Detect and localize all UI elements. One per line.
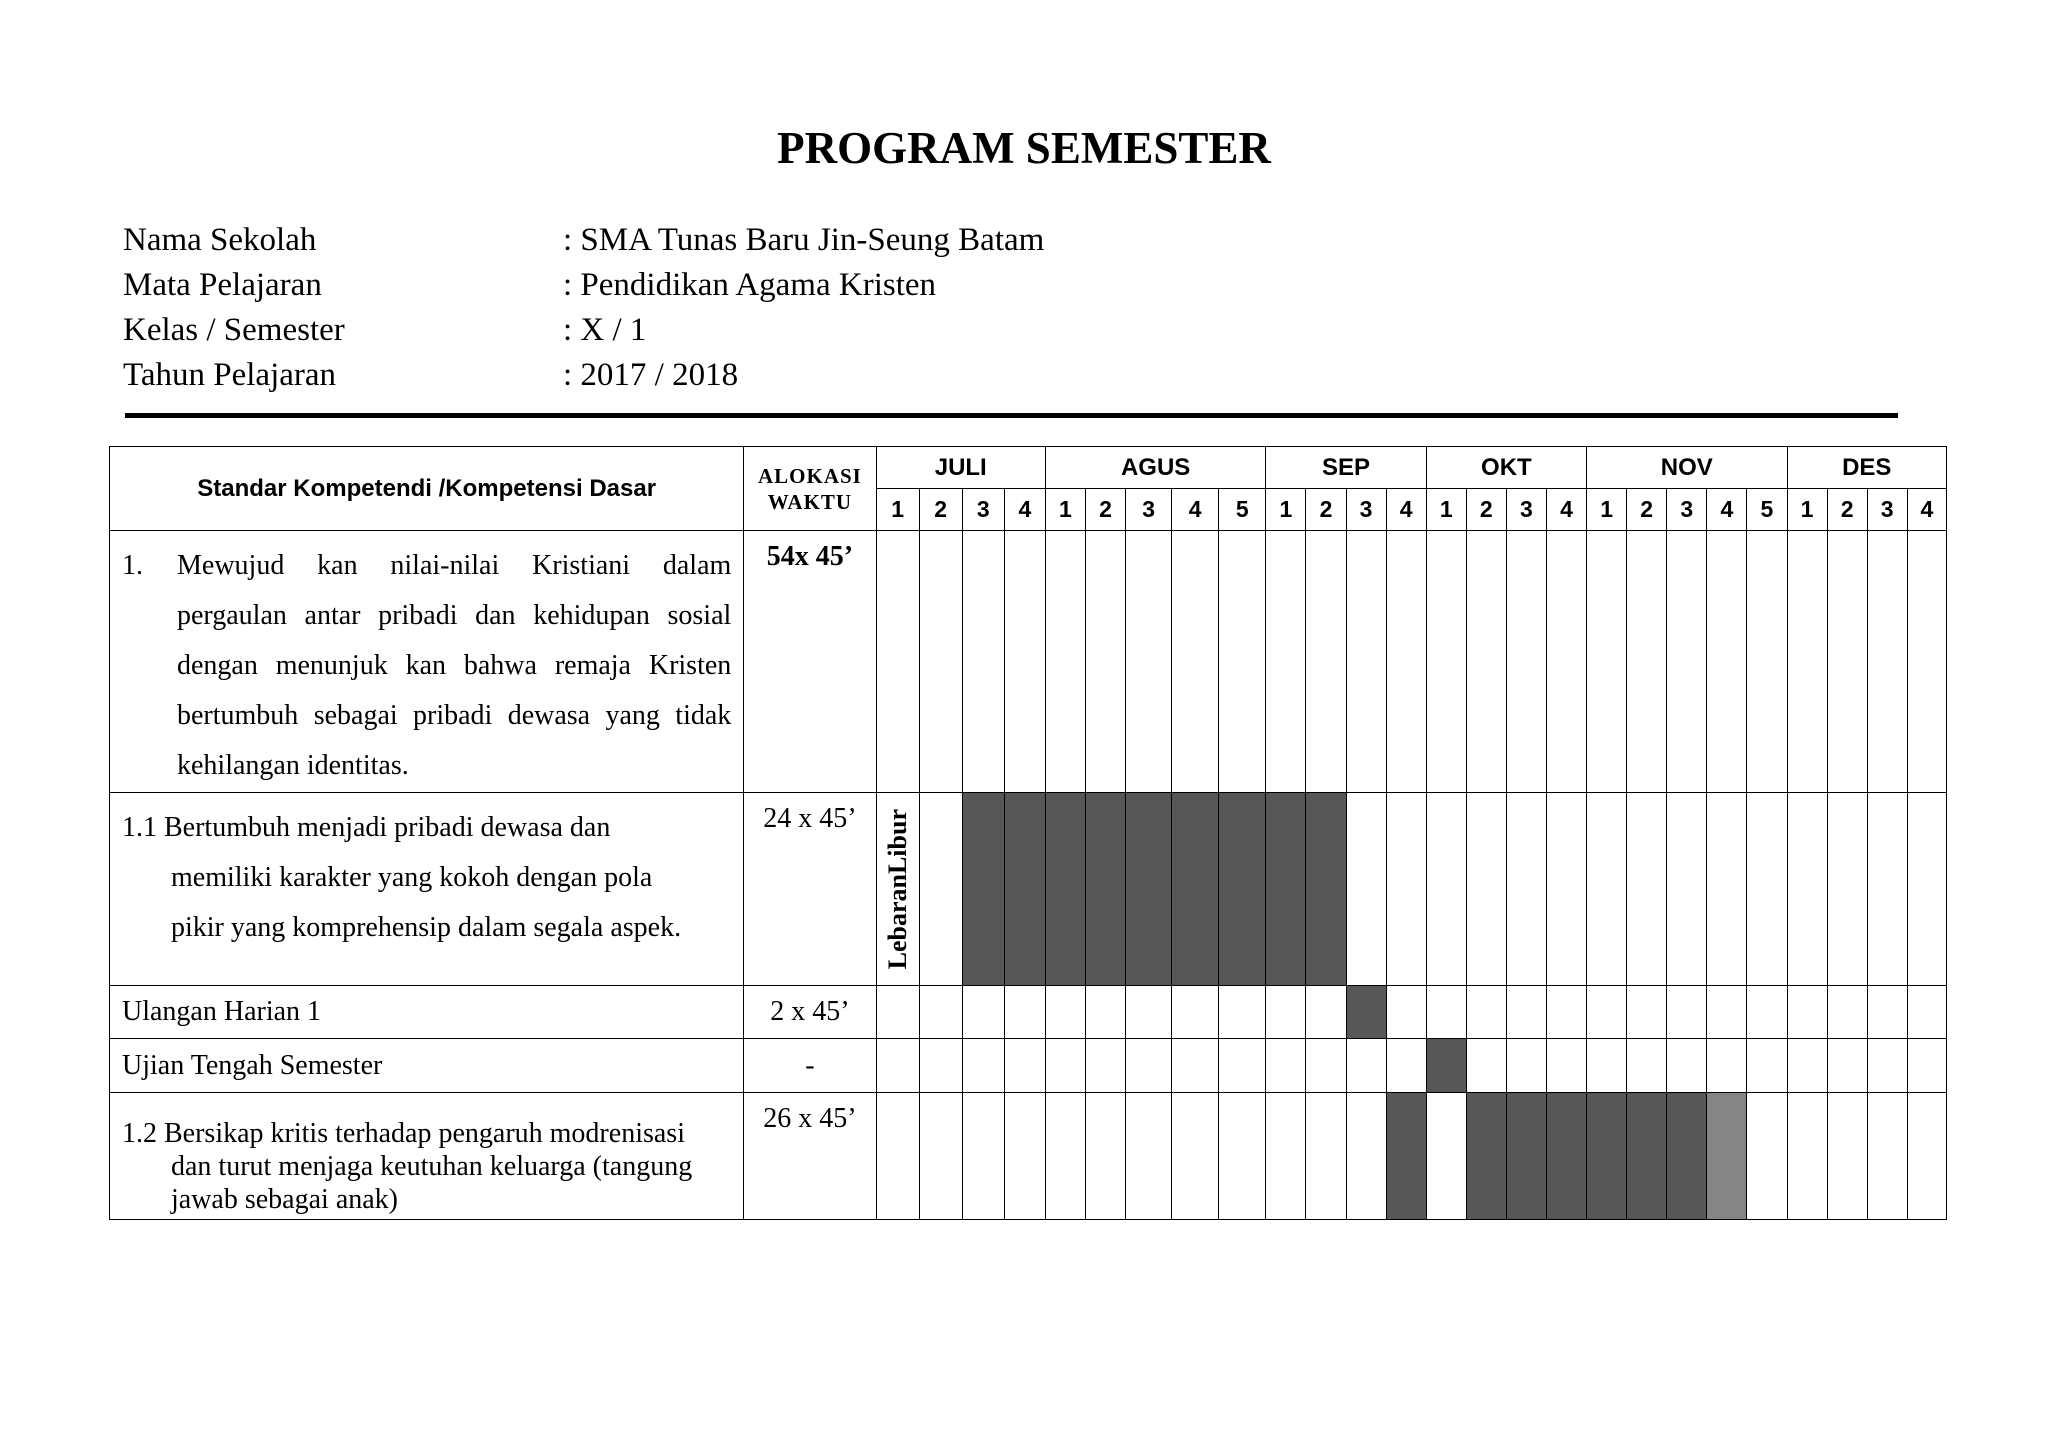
schedule-cell — [1506, 1039, 1546, 1093]
schedule-cell — [1867, 986, 1907, 1039]
schedule-cell — [1426, 531, 1466, 793]
schedule-cell — [1867, 1093, 1907, 1220]
schedule-cell — [962, 986, 1004, 1039]
info-label: Nama Sekolah — [123, 222, 317, 258]
schedule-cell — [1707, 986, 1747, 1039]
schedule-cell — [1426, 793, 1466, 986]
schedule-cell — [1546, 531, 1586, 793]
week-cell: 2 — [1466, 489, 1506, 531]
schedule-cell — [1306, 986, 1346, 1039]
schedule-cell — [1306, 1039, 1346, 1093]
schedule-cell-partial — [1707, 1093, 1747, 1220]
schedule-cell — [1587, 793, 1627, 986]
schedule-cell — [1386, 986, 1426, 1039]
schedule-cell — [1667, 1039, 1707, 1093]
schedule-cell — [1466, 986, 1506, 1039]
schedule-cell — [1266, 531, 1306, 793]
schedule-cell-filled — [1426, 1039, 1466, 1093]
schedule-cell-filled — [1386, 1093, 1426, 1220]
schedule-cell-filled — [1004, 793, 1045, 986]
schedule-cell — [1707, 1039, 1747, 1093]
schedule-cell-filled — [1219, 793, 1266, 986]
schedule-cell-filled — [1466, 1093, 1506, 1220]
week-cell: 4 — [1172, 489, 1219, 531]
schedule-cell — [1045, 1093, 1085, 1220]
schedule-cell — [1907, 986, 1946, 1039]
week-cell: 3 — [1867, 489, 1907, 531]
info-value: : SMA Tunas Baru Jin-Seung Batam — [563, 222, 1045, 258]
week-cell: 4 — [1546, 489, 1586, 531]
schedule-cell — [1426, 986, 1466, 1039]
schedule-cell — [876, 986, 919, 1039]
schedule-cell — [919, 1039, 962, 1093]
month-okt: OKT — [1426, 447, 1586, 489]
allocation-cell: 24 x 45’ — [744, 793, 876, 986]
schedule-cell — [1627, 986, 1667, 1039]
week-cell: 2 — [1627, 489, 1667, 531]
week-cell: 3 — [1346, 489, 1386, 531]
schedule-cell — [876, 1093, 919, 1220]
competency-text: Mewujud kan nilai-nilai Kristiani dalam pergaulan antar pribadi dan kehidupan sosial dengan menunjuk kan bahwa remaja Kristen bertumbuh sebagai pribadi dewasa yang tidak kehilangan identitas. — [177, 550, 732, 781]
schedule-cell — [1827, 531, 1867, 793]
schedule-cell — [1587, 531, 1627, 793]
schedule-cell — [1787, 986, 1827, 1039]
schedule-cell — [1867, 1039, 1907, 1093]
month-nov: NOV — [1587, 447, 1787, 489]
table-row — [110, 1039, 1947, 1093]
schedule-cell — [1827, 986, 1867, 1039]
schedule-cell — [919, 531, 962, 793]
week-cell: 1 — [1045, 489, 1085, 531]
header-allocation-line1: ALOKASI — [758, 463, 862, 488]
schedule-cell-filled — [1085, 793, 1125, 986]
page-title: PROGRAM SEMESTER — [777, 123, 1271, 173]
week-cell: 1 — [1787, 489, 1827, 531]
info-value: : X / 1 — [563, 312, 647, 348]
week-cell: 4 — [1707, 489, 1747, 531]
schedule-cell — [1546, 793, 1586, 986]
schedule-cell — [1466, 531, 1506, 793]
table-row — [110, 531, 1947, 793]
week-cell: 3 — [1506, 489, 1546, 531]
schedule-cell — [1506, 531, 1546, 793]
schedule-cell — [1667, 531, 1707, 793]
schedule-cell — [1386, 531, 1426, 793]
schedule-cell — [1747, 986, 1787, 1039]
month-juli: JULI — [876, 447, 1045, 489]
schedule-cell — [1907, 1093, 1946, 1220]
week-cell: 1 — [1426, 489, 1466, 531]
week-cell: 3 — [1667, 489, 1707, 531]
schedule-cell-filled — [1667, 1093, 1707, 1220]
schedule-cell — [1867, 793, 1907, 986]
week-cell: 3 — [1126, 489, 1172, 531]
schedule-cell — [919, 986, 962, 1039]
schedule-cell-filled — [1045, 793, 1085, 986]
schedule-cell-filled — [962, 793, 1004, 986]
schedule-cell — [1667, 793, 1707, 986]
schedule-cell — [1219, 986, 1266, 1039]
schedule-cell — [1266, 1039, 1306, 1093]
schedule-cell — [1627, 793, 1667, 986]
schedule-cell — [1546, 986, 1586, 1039]
schedule-cell — [1004, 1093, 1045, 1220]
week-cell: 1 — [876, 489, 919, 531]
week-cell: 5 — [1747, 489, 1787, 531]
competency-block — [122, 541, 731, 791]
schedule-cell — [1126, 986, 1172, 1039]
header-allocation-line2: WAKTU — [767, 489, 853, 514]
schedule-cell — [1747, 793, 1787, 986]
schedule-cell — [1787, 531, 1827, 793]
competency-line: jawab sebagai anak) — [171, 1184, 398, 1215]
schedule-cell-filled — [1587, 1093, 1627, 1220]
competency-line: 1.1 Bertumbuh menjadi pribadi dewasa dan — [122, 812, 611, 843]
week-cell: 4 — [1004, 489, 1045, 531]
competency-cell: Ulangan Harian 1 — [110, 986, 744, 1039]
schedule-cell — [1126, 1093, 1172, 1220]
holiday-label: LebaranLibur — [882, 808, 912, 970]
schedule-cell — [1346, 1093, 1386, 1220]
schedule-cell — [1466, 793, 1506, 986]
schedule-cell — [1306, 531, 1346, 793]
allocation-cell: 54x 45’ — [744, 531, 876, 793]
schedule-cell — [1587, 986, 1627, 1039]
schedule-cell-filled — [1306, 793, 1346, 986]
competency-cell: Ujian Tengah Semester — [110, 1039, 744, 1093]
week-cell: 1 — [1266, 489, 1306, 531]
schedule-cell — [1707, 793, 1747, 986]
schedule-cell — [1085, 531, 1125, 793]
week-cell: 2 — [919, 489, 962, 531]
schedule-cell — [1126, 1039, 1172, 1093]
schedule-cell — [1747, 1093, 1787, 1220]
schedule-cell — [1219, 1093, 1266, 1220]
allocation-cell: 2 x 45’ — [744, 986, 876, 1039]
schedule-cell — [1747, 531, 1787, 793]
schedule-cell — [919, 793, 962, 986]
schedule-cell — [1426, 1093, 1466, 1220]
schedule-cell — [1627, 1039, 1667, 1093]
schedule-cell — [1004, 531, 1045, 793]
schedule-cell — [1346, 1039, 1386, 1093]
schedule-cell — [1085, 1039, 1125, 1093]
schedule-cell — [1386, 1039, 1426, 1093]
schedule-cell — [919, 1093, 962, 1220]
schedule-cell-filled — [1126, 793, 1172, 986]
schedule-cell — [1266, 1093, 1306, 1220]
competency-cell — [110, 1093, 744, 1220]
schedule-cell — [1004, 1039, 1045, 1093]
schedule-cell — [1827, 793, 1867, 986]
schedule-cell — [1172, 986, 1219, 1039]
schedule-cell — [1546, 1039, 1586, 1093]
schedule-cell — [1045, 1039, 1085, 1093]
header-competency: Standar Kompetendi /Kompetensi Dasar — [110, 447, 744, 531]
schedule-cell — [1867, 531, 1907, 793]
schedule-cell — [1085, 986, 1125, 1039]
week-cell: 4 — [1907, 489, 1946, 531]
month-sep: SEP — [1266, 447, 1426, 489]
schedule-cell — [962, 1093, 1004, 1220]
month-agus: AGUS — [1045, 447, 1265, 489]
info-label: Tahun Pelajaran — [123, 357, 337, 393]
week-cell: 3 — [962, 489, 1004, 531]
schedule-cell — [1172, 531, 1219, 793]
schedule-cell — [1085, 1093, 1125, 1220]
competency-line: pikir yang komprehensip dalam segala aspek. — [171, 912, 682, 943]
schedule-cell — [1907, 531, 1946, 793]
schedule-cell-filled — [1546, 1093, 1586, 1220]
info-value: : 2017 / 2018 — [563, 357, 739, 393]
info-value: : Pendidikan Agama Kristen — [563, 267, 937, 303]
competency-cell — [110, 531, 744, 793]
schedule-cell — [1827, 1039, 1867, 1093]
schedule-cell — [1587, 1039, 1627, 1093]
schedule-cell-filled — [1506, 1093, 1546, 1220]
schedule-cell-filled — [1627, 1093, 1667, 1220]
schedule-table — [109, 446, 1947, 1220]
schedule-cell-filled — [1172, 793, 1219, 986]
table-row — [110, 1093, 1947, 1220]
holiday-cell — [876, 793, 919, 986]
schedule-cell — [1627, 531, 1667, 793]
table-row — [110, 793, 1947, 986]
info-label: Kelas / Semester — [123, 312, 345, 348]
schedule-cell — [1707, 531, 1747, 793]
schedule-cell — [1306, 1093, 1346, 1220]
schedule-cell — [1667, 986, 1707, 1039]
week-cell: 4 — [1386, 489, 1426, 531]
allocation-cell: 26 x 45’ — [744, 1093, 876, 1220]
schedule-cell — [876, 531, 919, 793]
schedule-cell — [1787, 1039, 1827, 1093]
info-label: Mata Pelajaran — [123, 267, 322, 303]
schedule-cell — [962, 1039, 1004, 1093]
schedule-cell-filled — [1346, 986, 1386, 1039]
allocation-cell: - — [744, 1039, 876, 1093]
schedule-cell — [1907, 1039, 1946, 1093]
schedule-cell — [1172, 1039, 1219, 1093]
competency-line: memiliki karakter yang kokoh dengan pola — [171, 862, 653, 893]
schedule-cell — [1747, 1039, 1787, 1093]
schedule-cell — [1827, 1093, 1867, 1220]
schedule-cell — [1266, 986, 1306, 1039]
competency-line: 1.2 Bersikap kritis terhadap pengaruh modrenisasi — [122, 1118, 685, 1149]
week-cell: 1 — [1587, 489, 1627, 531]
schedule-cell — [1045, 986, 1085, 1039]
schedule-cell — [1045, 531, 1085, 793]
week-cell: 2 — [1085, 489, 1125, 531]
schedule-cell — [962, 531, 1004, 793]
schedule-cell — [1172, 1093, 1219, 1220]
competency-cell — [110, 793, 744, 986]
schedule-cell — [1004, 986, 1045, 1039]
schedule-cell-filled — [1266, 793, 1306, 986]
competency-line: dan turut menjaga keutuhan keluarga (tangung — [171, 1151, 693, 1182]
header-allocation — [744, 447, 876, 531]
schedule-cell — [1346, 793, 1386, 986]
schedule-cell — [1787, 793, 1827, 986]
table-row — [110, 986, 1947, 1039]
week-cell: 2 — [1306, 489, 1346, 531]
divider-rule — [125, 413, 1898, 418]
schedule-cell — [1126, 531, 1172, 793]
schedule-cell — [876, 1039, 919, 1093]
competency-number: 1. — [122, 550, 143, 581]
week-cell: 5 — [1219, 489, 1266, 531]
schedule-cell — [1219, 531, 1266, 793]
schedule-cell — [1907, 793, 1946, 986]
week-cell: 2 — [1827, 489, 1867, 531]
schedule-cell — [1506, 793, 1546, 986]
month-des: DES — [1787, 447, 1947, 489]
schedule-cell — [1346, 531, 1386, 793]
header-month-row — [110, 447, 1947, 489]
schedule-cell — [1219, 1039, 1266, 1093]
schedule-cell — [1787, 1093, 1827, 1220]
schedule-cell — [1466, 1039, 1506, 1093]
schedule-cell — [1506, 986, 1546, 1039]
schedule-cell — [1386, 793, 1426, 986]
